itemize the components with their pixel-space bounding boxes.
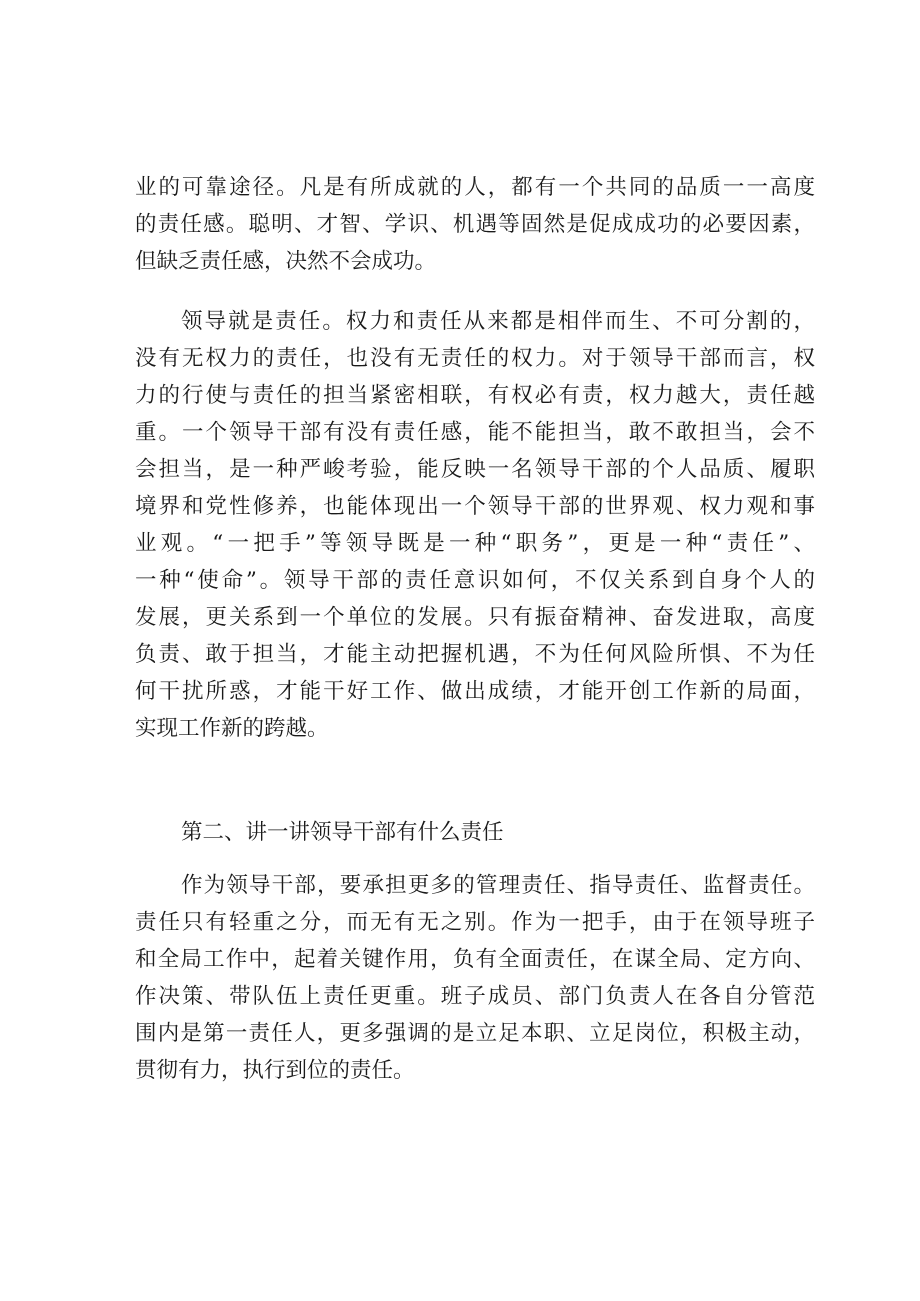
heading-line: 第二、讲一讲领导干部有什么责任 <box>181 820 504 845</box>
paragraph-line: 实现工作新的跨越。 <box>135 716 329 741</box>
paragraph-line: 业的可靠途径。凡是有所成就的人，都有一个共同的品质一一高度 <box>135 175 815 200</box>
paragraph-line: 负责、敢于担当，才能主动把握机遇，不为任何风险所惧、不为任 <box>135 642 815 667</box>
paragraph-line: 力的行使与责任的担当紧密相联，有权必有责，权力越大，责任越 <box>135 383 815 408</box>
paragraph-2 <box>135 303 815 747</box>
section-heading <box>135 814 815 851</box>
paragraph-line: 领导就是责任。权力和责任从来都是相伴而生、不可分割的， <box>181 309 815 334</box>
paragraph-line: 重。一个领导干部有没有责任感，能不能担当，敢不敢担当，会不 <box>135 420 815 445</box>
paragraph-line: 业观。“一把手”等领导既是一种“职务”，更是一种“责任”、 <box>135 531 815 556</box>
paragraph-line: 作决策、带队伍上责任更重。班子成员、部门负责人在各自分管范 <box>135 984 815 1009</box>
paragraph-1 <box>135 169 815 280</box>
paragraph-line: 境界和党性修养，也能体现出一个领导干部的世界观、权力观和事 <box>135 494 815 519</box>
paragraph-line: 的责任感。聪明、才智、学识、机遇等固然是促成成功的必要因素， <box>135 212 815 237</box>
paragraph-line: 责任只有轻重之分，而无有无之别。作为一把手，由于在领导班子 <box>135 910 815 935</box>
paragraph-line: 贯彻有力，执行到位的责任。 <box>135 1058 415 1083</box>
paragraph-4 <box>135 867 815 1089</box>
paragraph-line: 作为领导干部，要承担更多的管理责任、指导责任、监督责任。 <box>181 873 815 898</box>
paragraph-line: 发展，更关系到一个单位的发展。只有振奋精神、奋发进取，高度 <box>135 605 815 630</box>
paragraph-line: 何干扰所惑，才能干好工作、做出成绩，才能开创工作新的局面， <box>135 679 815 704</box>
paragraph-line: 和全局工作中，起着关键作用，负有全面责任，在谋全局、定方向、 <box>135 947 815 972</box>
paragraph-line: 围内是第一责任人，更多强调的是立足本职、立足岗位，积极主动， <box>135 1021 815 1046</box>
paragraph-line: 但缺乏责任感，决然不会成功。 <box>135 249 437 274</box>
paragraph-line: 会担当，是一种严峻考验，能反映一名领导干部的个人品质、履职 <box>135 457 815 482</box>
paragraph-line: 一种“使命”。领导干部的责任意识如何，不仅关系到自身个人的 <box>135 568 815 593</box>
paragraph-line: 没有无权力的责任，也没有无责任的权力。对于领导干部而言，权 <box>135 346 815 371</box>
